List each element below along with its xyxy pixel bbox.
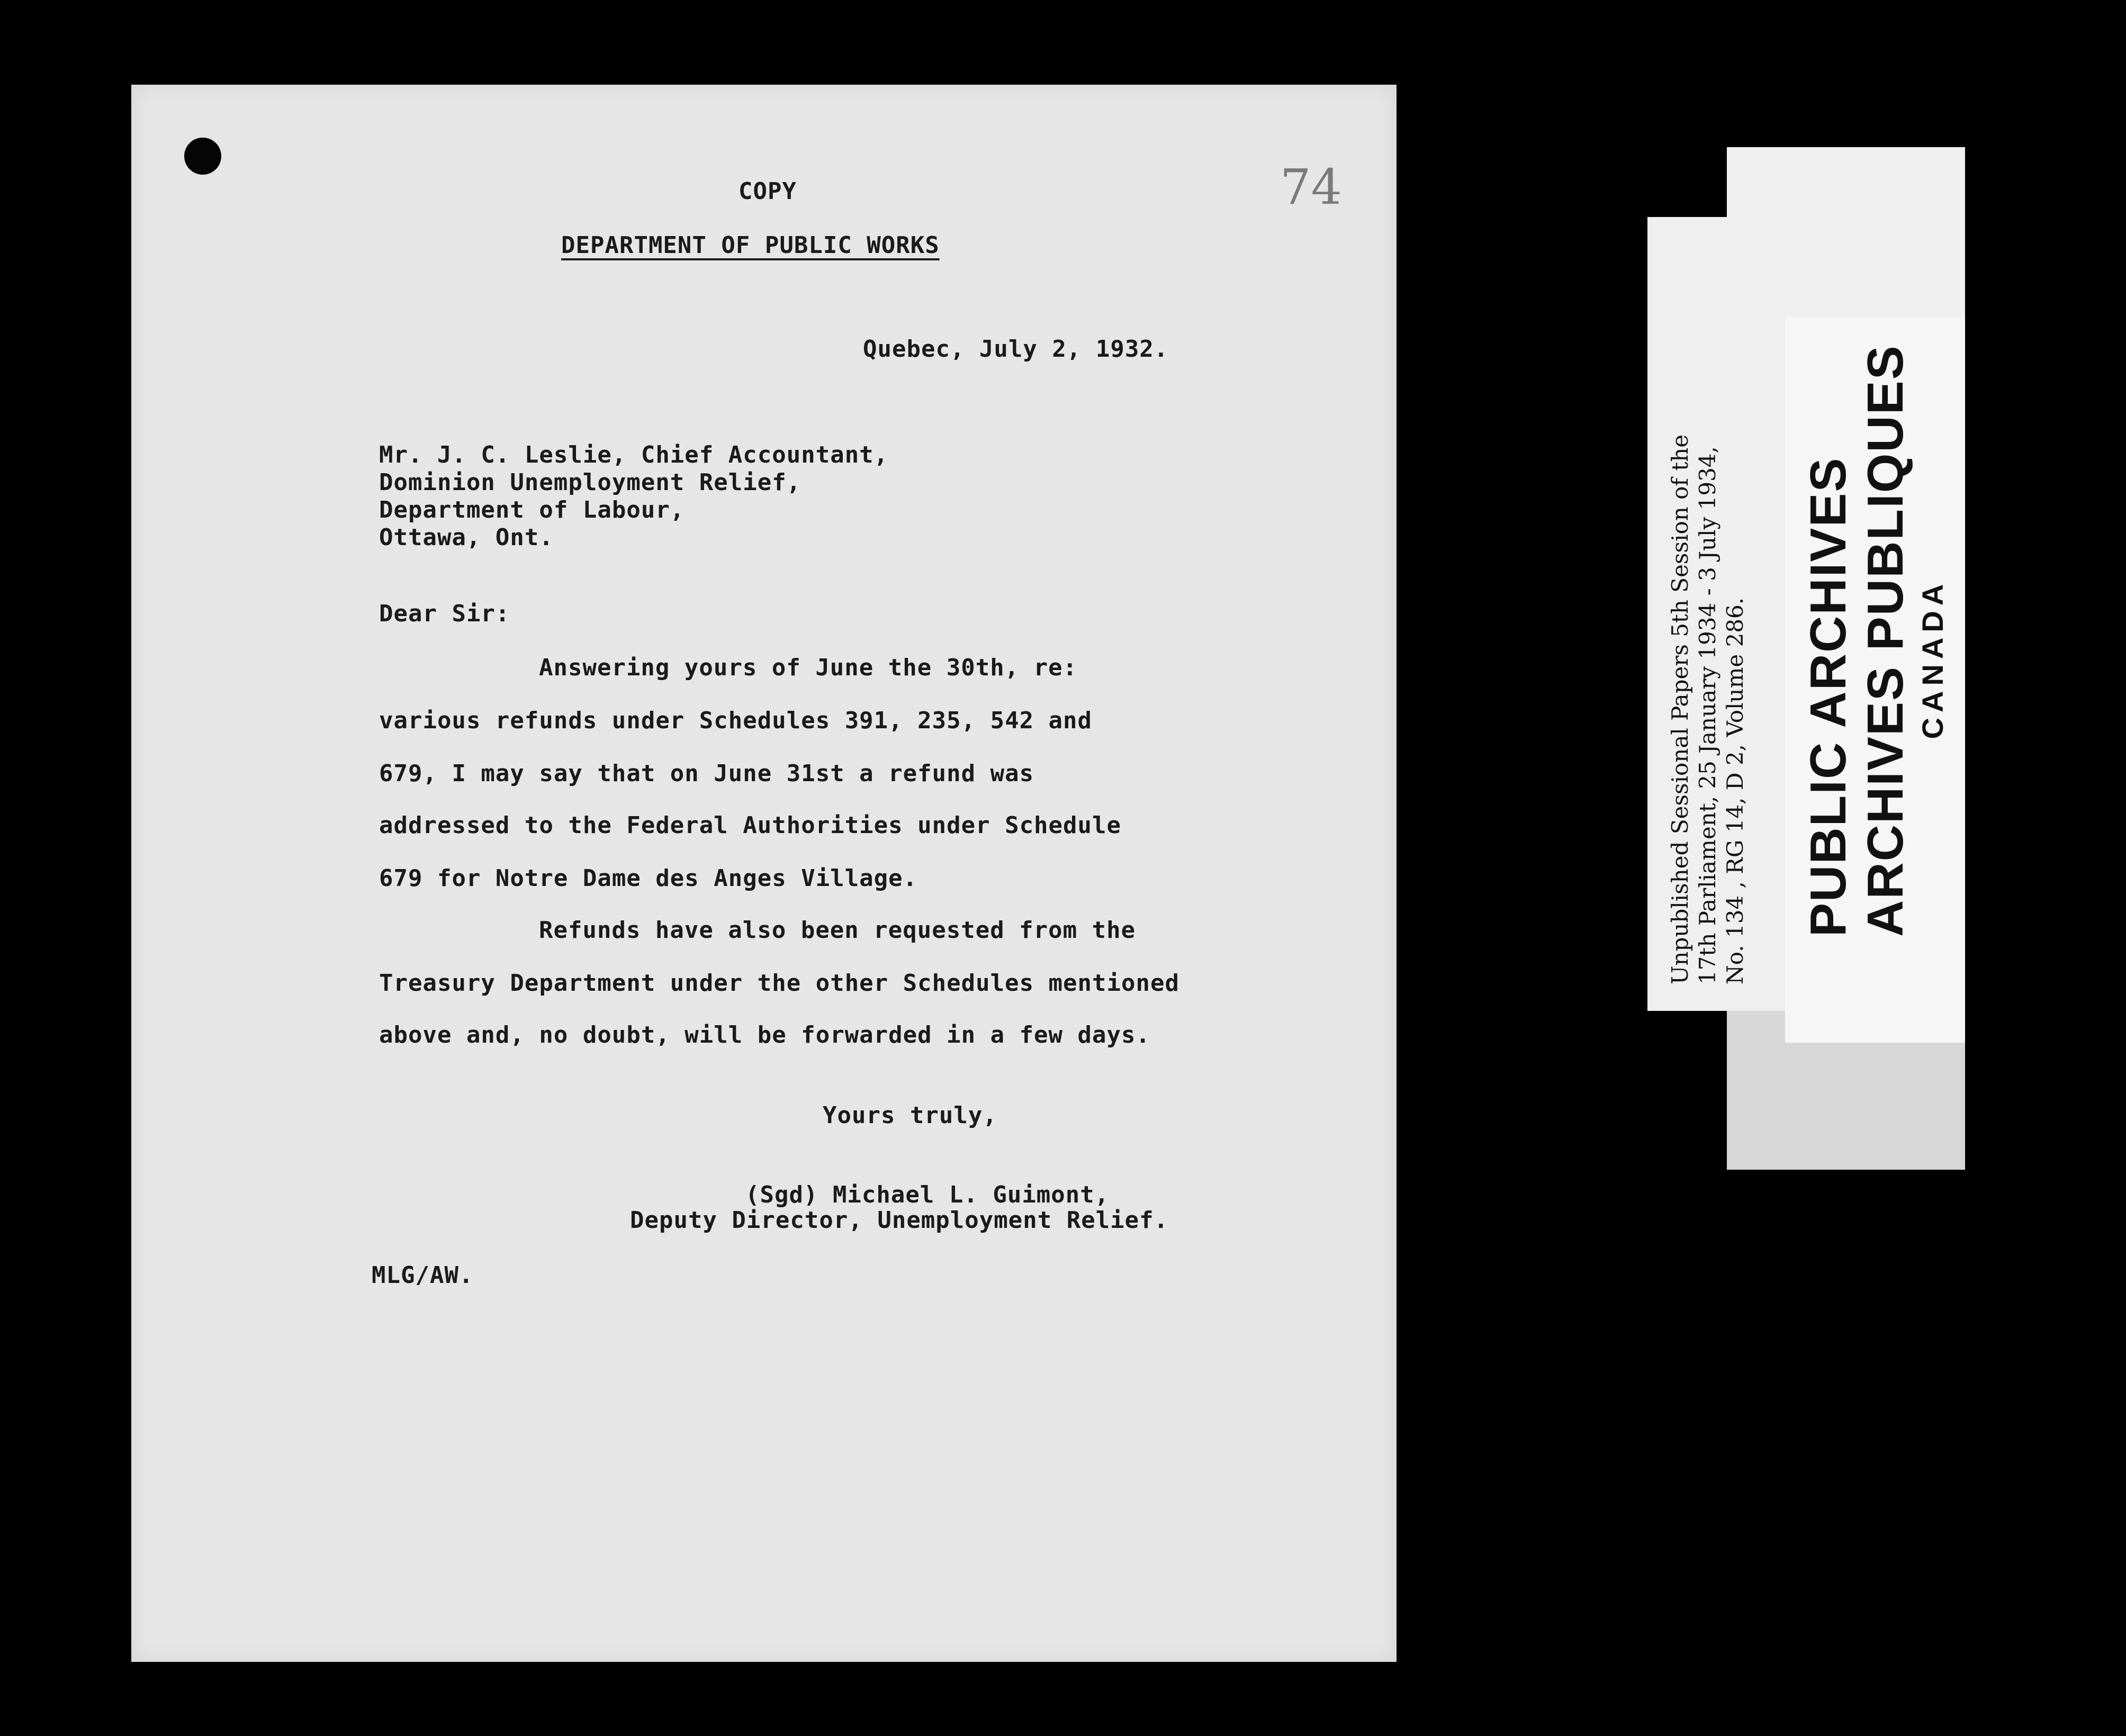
archive-stamp — [1800, 345, 1951, 937]
letter-page — [131, 85, 1397, 1662]
body-line: 679, I may say that on June 31st a refund was — [379, 760, 1034, 787]
citation-line: 17th Parliament, 25 January 1934 - 3 July 1934, — [1695, 446, 1720, 984]
citation-line: Unpublished Sessional Papers 5th Session of the — [1667, 434, 1693, 984]
stamp-line: ARCHIVES PUBLIQUES — [1857, 345, 1914, 937]
citation-line: No. 134 , RG 14, D 2, Volume 286. — [1722, 597, 1748, 984]
department-heading: DEPARTMENT OF PUBLIC WORKS — [561, 232, 940, 259]
body-line: above and, no doubt, will be forwarded in a few days. — [379, 1021, 1150, 1048]
body-line: various refunds under Schedules 391, 235, 542 and — [379, 707, 1093, 734]
salutation: Dear Sir: — [379, 600, 510, 627]
addressee-line: Department of Labour, — [379, 496, 685, 523]
addressee-line: Ottawa, Ont. — [379, 524, 554, 551]
reference-initials: MLG/AW. — [372, 1262, 474, 1289]
stamp-line: PUBLIC ARCHIVES — [1800, 457, 1857, 937]
addressee-line: Mr. J. C. Leslie, Chief Accountant, — [379, 441, 889, 468]
signature-line: Deputy Director, Unemployment Relief. — [630, 1207, 1169, 1234]
signature-line: (Sgd) Michael L. Guimont, — [745, 1181, 1110, 1208]
archive-citation — [1666, 435, 1749, 984]
body-line: Treasury Department under the other Schedules mentioned — [379, 970, 1179, 997]
closing: Yours truly, — [823, 1102, 997, 1129]
date-line: Quebec, July 2, 1932. — [863, 336, 1169, 363]
copy-label: COPY — [738, 178, 797, 205]
stamp-country: CANADA — [1916, 578, 1949, 739]
addressee-line: Dominion Unemployment Relief, — [379, 469, 801, 496]
folio-number: 74 — [1280, 159, 1343, 215]
body-line: 679 for Notre Dame des Anges Village. — [379, 865, 918, 892]
body-line: addressed to the Federal Authorities under Schedule — [379, 812, 1122, 839]
body-line: Refunds have also been requested from the — [539, 917, 1136, 944]
body-line: Answering yours of June the 30th, re: — [539, 654, 1078, 681]
punch-hole — [184, 138, 221, 175]
